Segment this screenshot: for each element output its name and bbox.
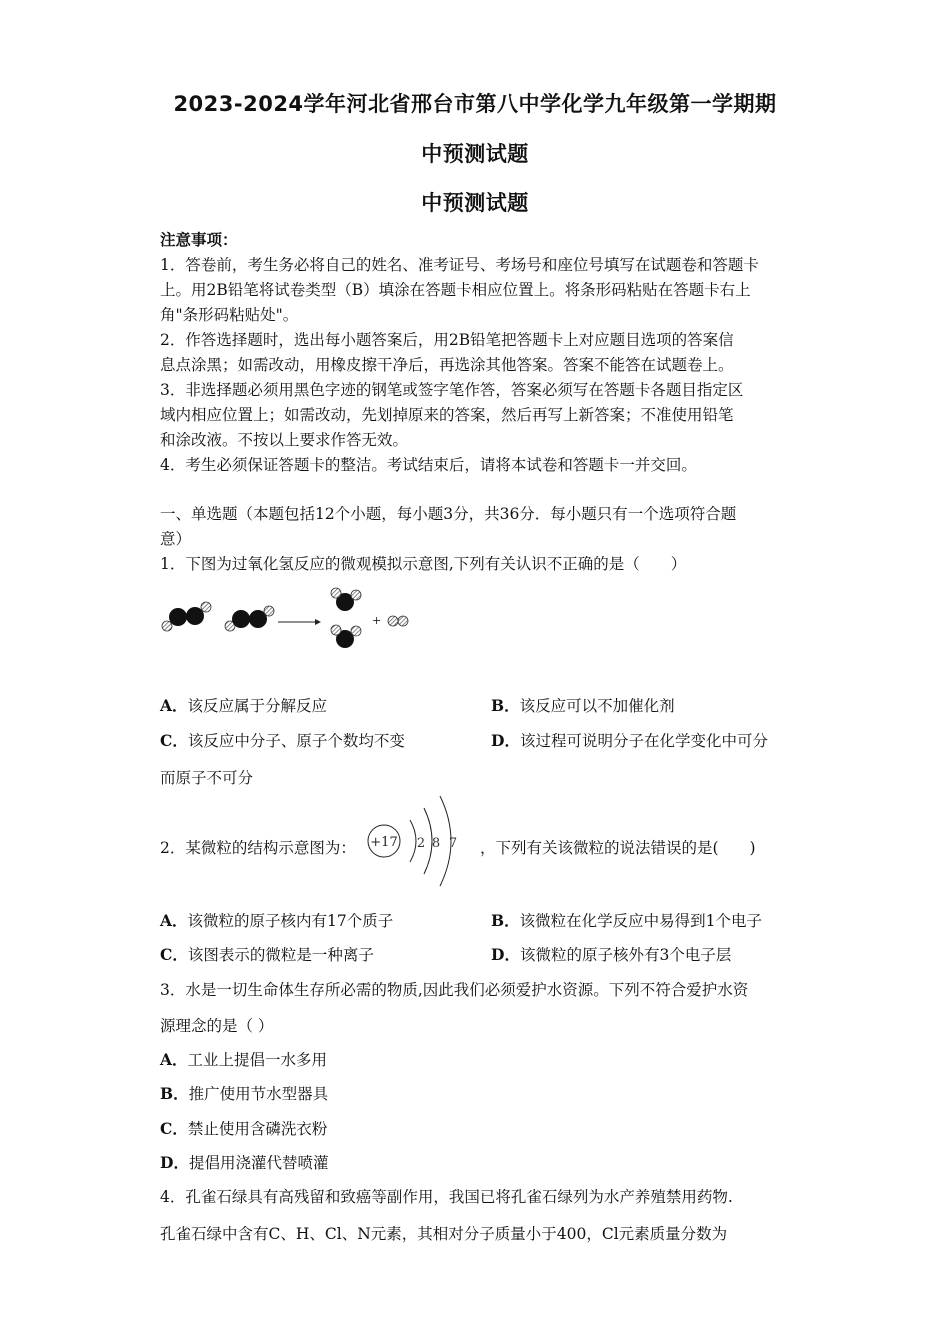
notice-line: 息点涂黑；如需改动，用橡皮擦干净后，再选涂其他答案。答案不能答在试题卷上。 [160, 356, 734, 374]
option-c[interactable] [160, 729, 405, 751]
nucleus-charge: +17 [370, 835, 398, 850]
option-text: 禁止使用含磷洗衣粉 [187, 1120, 328, 1138]
option-letter: D． [491, 945, 520, 964]
section-heading-cont: 意） [160, 530, 192, 548]
option-d[interactable] [160, 1151, 328, 1173]
option-text: 该反应属于分解反应 [187, 697, 328, 715]
option-b[interactable] [491, 694, 675, 716]
option-text: 该微粒在化学反应中易得到1个电子 [519, 912, 762, 930]
question-3-stem: 3．水是一切生命体生存所必需的物质,因此我们必须爱护水资源。下列不符合爱护水资 [160, 981, 749, 999]
option-letter: A． [160, 696, 188, 715]
hydrogen-peroxide-molecule-icon [225, 606, 274, 631]
notice-line: 上。用2B铅笔将试卷类型（B）填涂在答题卡相应位置上。将条形码粘贴在答题卡右上 [160, 281, 751, 299]
option-b[interactable] [160, 1082, 328, 1104]
option-c[interactable] [160, 943, 374, 965]
option-text: 该图表示的微粒是一种离子 [187, 946, 374, 964]
option-a[interactable] [160, 694, 327, 716]
question-4-stem-cont: 孔雀石绿中含有C、H、Cl、N元素，其相对分子质量小于400，Cl元素质量分数为 [160, 1225, 728, 1243]
water-molecule-icon [331, 588, 361, 611]
question-3-stem-cont: 源理念的是（ ） [160, 1017, 274, 1035]
option-d-continuation: 而原子不可分 [160, 769, 254, 787]
option-letter: C． [160, 945, 188, 964]
option-d[interactable] [491, 943, 731, 965]
hydrogen-peroxide-molecule-icon [162, 602, 211, 631]
option-letter: A． [160, 1050, 188, 1069]
shell-electron-count: 7 [448, 836, 458, 851]
option-letter: A． [160, 911, 188, 930]
option-b[interactable] [491, 909, 762, 931]
notice-line: 域内相应位置上；如需改动，先划掉原来的答案，然后再写上新答案；不准使用铅笔 [160, 406, 734, 424]
water-molecule-icon [331, 625, 361, 648]
question-2-stem-end: ，下列有关该微粒的说法错误的是( ) [480, 839, 756, 857]
notice-heading: 注意事项： [160, 230, 238, 249]
option-letter: B． [491, 911, 520, 930]
plus-sign: + [372, 614, 382, 627]
option-text: 该微粒的原子核内有17个质子 [187, 912, 394, 930]
reaction-micro-diagram [155, 584, 425, 654]
shell-electron-count: 2 [416, 836, 426, 851]
option-a[interactable] [160, 1048, 327, 1070]
notice-line: 和涂改液。不按以上要求作答无效。 [160, 431, 409, 449]
option-letter: B． [160, 1084, 189, 1103]
electron-shell-arc [410, 820, 416, 862]
option-d[interactable] [491, 729, 768, 751]
option-c[interactable] [160, 1117, 327, 1139]
notice-line: 角"条形码粘贴处"。 [160, 306, 299, 324]
question-4-stem: 4．孔雀石绿具有高残留和致癌等副作用，我国已将孔雀石绿列为水产养殖禁用药物. [160, 1188, 733, 1206]
reaction-arrow-icon [278, 619, 321, 625]
document-title-line-1: 2023-2024学年河北省邢台市第八中学化学九年级第一学期期 [173, 92, 777, 116]
electron-shell-arc [424, 808, 432, 874]
document-title-line-2: 中预测试题 [421, 142, 529, 166]
question-2-stem-start: 2．某微粒的结构示意图为： [160, 839, 356, 857]
option-text: 该过程可说明分子在化学变化中可分 [519, 732, 768, 750]
option-letter: D． [160, 1153, 189, 1172]
option-letter: C． [160, 1119, 188, 1138]
option-letter: C． [160, 731, 188, 750]
shell-electron-count: 8 [431, 836, 441, 851]
option-text: 该反应可以不加催化剂 [519, 697, 675, 715]
question-1-stem: 1．下图为过氧化氢反应的微观模拟示意图,下列有关认识不正确的是（ ） [160, 555, 687, 573]
atomic-structure-diagram [362, 792, 474, 890]
section-heading: 一、单选题（本题包括12个小题，每小题3分，共36分．每小题只有一个选项符合题 [160, 505, 737, 523]
option-letter: B． [491, 696, 520, 715]
oxygen-molecule-icon [388, 616, 408, 626]
notice-line: 3．非选择题必须用黑色字迹的钢笔或签字笔作答，答案必须写在答题卡各题目指定区 [160, 381, 744, 399]
option-text: 推广使用节水型器具 [188, 1085, 329, 1103]
option-text: 该反应中分子、原子个数均不变 [187, 732, 405, 750]
notice-line: 4．考生必须保证答题卡的整洁。考试结束后，请将本试卷和答题卡一并交回。 [160, 456, 697, 474]
option-a[interactable] [160, 909, 393, 931]
option-text: 工业上提倡一水多用 [187, 1051, 328, 1069]
notice-line: 2．作答选择题时，选出每小题答案后，用2B铅笔把答题卡上对应题目选项的答案信 [160, 331, 734, 349]
option-text: 提倡用浇灌代替喷灌 [188, 1154, 329, 1172]
document-title-line-3: 中预测试题 [421, 191, 529, 215]
option-text: 该微粒的原子核外有3个电子层 [519, 946, 732, 964]
notice-line: 1．答卷前，考生务必将自己的姓名、准考证号、考场号和座位号填写在试题卷和答题卡 [160, 256, 759, 274]
option-letter: D． [491, 731, 520, 750]
